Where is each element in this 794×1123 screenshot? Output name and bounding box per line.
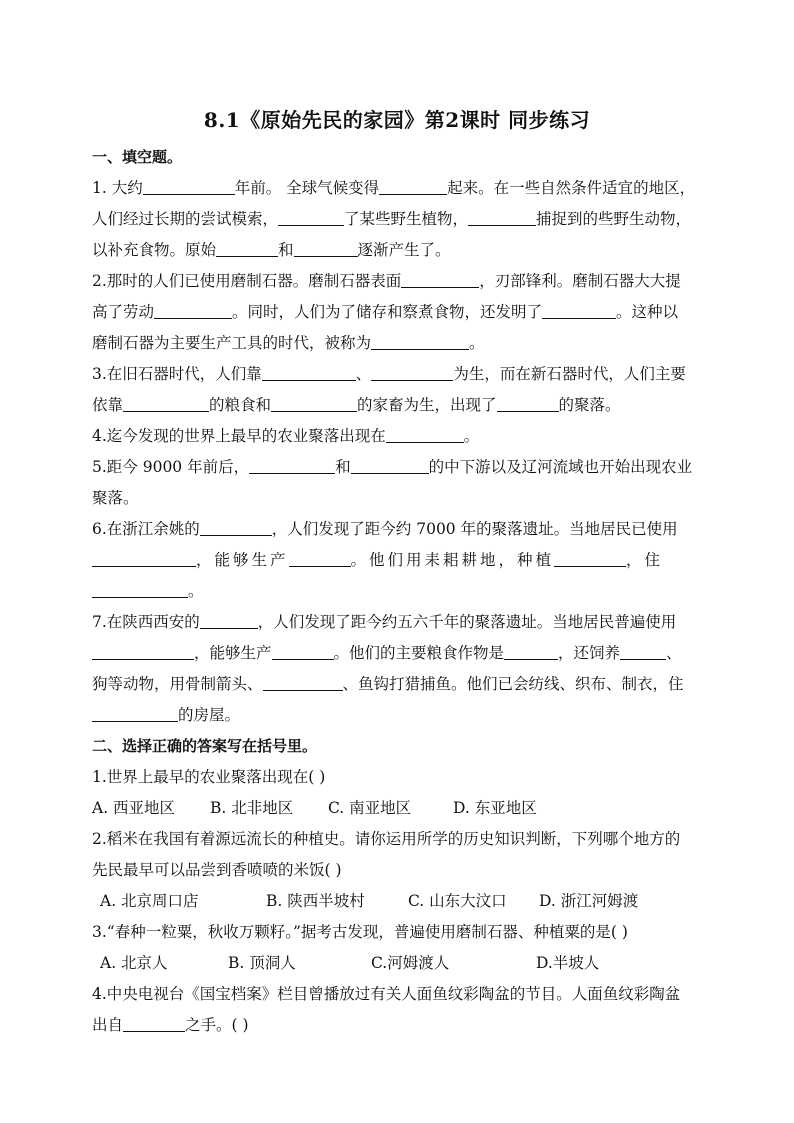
fill-question-7-line-4 — [92, 700, 704, 731]
text: 逐渐产生了。 — [357, 241, 451, 259]
text: 聚落。 — [92, 489, 139, 507]
answer-blank[interactable] — [497, 394, 559, 412]
option-c[interactable]: C. 山东大汶口 — [408, 892, 507, 910]
page-title: 8.1《原始先民的家园》第2课时 同步练习 — [203, 108, 591, 132]
fill-question-2-line-2 — [92, 297, 704, 328]
answer-blank[interactable] — [92, 704, 178, 722]
answer-blank[interactable] — [351, 456, 429, 474]
text: 之手。( ) — [185, 1016, 249, 1034]
text: 、 — [355, 365, 372, 383]
answer-blank[interactable] — [542, 301, 616, 319]
option-b[interactable]: B. 陕西半坡村 — [266, 892, 365, 910]
text: 、鱼钩打猎捕鱼。他们已会纺线、织布、制衣，住 — [342, 675, 684, 693]
worksheet-content — [92, 142, 704, 1041]
text: 狗等动物，用骨制箭头、 — [92, 675, 263, 693]
text: 的家畜为生，出现了 — [357, 396, 497, 414]
text: 高了劳动 — [92, 303, 155, 321]
answer-blank[interactable] — [92, 642, 194, 660]
answer-blank[interactable] — [468, 208, 536, 226]
text: ，人们发现了距今约 7000 年的聚落遗址。当地居民已使用 — [271, 520, 678, 538]
fill-question-5-line-2 — [92, 483, 704, 514]
fill-question-1-line-3 — [92, 235, 704, 266]
answer-blank[interactable] — [272, 642, 334, 660]
answer-blank[interactable] — [249, 456, 335, 474]
text: 、 — [666, 644, 682, 662]
option-a[interactable]: A. 北京人 — [100, 954, 168, 972]
option-b[interactable]: B. 北非地区 — [210, 799, 294, 817]
option-a[interactable]: A. 北京周口店 — [100, 892, 199, 910]
fill-question-1-line-2 — [92, 204, 704, 235]
text: 。他们的主要粮食作物是 — [333, 644, 505, 662]
text: 。同时，人们为了储存和察煮食物，还发明了 — [232, 303, 543, 321]
section-choice-heading: 二、选择正确的答案写在括号里。 — [92, 737, 318, 755]
text: 年前。 全球气候变得 — [234, 179, 380, 197]
fill-question-6-line-2 — [92, 545, 704, 576]
fill-question-4 — [92, 421, 704, 452]
option-a[interactable]: A. 西亚地区 — [92, 799, 176, 817]
text: 7.在陕西西安的 — [92, 613, 200, 631]
fill-question-3 — [92, 359, 704, 390]
answer-blank[interactable] — [554, 549, 626, 567]
choice-question-1-options — [92, 793, 704, 824]
text: 。 — [188, 582, 204, 600]
option-d[interactable]: D. 浙江河姆渡 — [539, 892, 639, 910]
choice-question-4-line-2 — [92, 1010, 704, 1041]
choice-question-2-options — [92, 886, 704, 917]
fill-question-6-line-3 — [92, 576, 704, 607]
answer-blank[interactable] — [379, 177, 447, 195]
choice-question-3-options — [92, 948, 704, 979]
text: 。这种以 — [616, 303, 679, 321]
answer-blank[interactable] — [200, 611, 258, 629]
answer-blank[interactable] — [262, 363, 356, 381]
text: 起来。在一些自然条件适宜的地区， — [447, 179, 696, 197]
text: 1. 大约 — [92, 179, 143, 197]
choice-question-2: 2.稻米在我国有着源远流长的种植史。请你运用所学的历史知识判断，下列哪个地方的 — [92, 830, 681, 848]
text: 。他们用耒耜耕地，种植 — [350, 551, 555, 569]
answer-blank[interactable] — [371, 332, 469, 350]
text: ，刃部锋利。磨制石器大大提 — [479, 272, 681, 290]
option-d[interactable]: D. 东亚地区 — [453, 799, 537, 817]
choice-question-3: 3.“春种一粒粟，秋收万颗籽。”据考古发现，普遍使用磨制石器、种植粟的是( ) — [92, 923, 628, 941]
text: 和 — [335, 458, 351, 476]
text: 4.迄今发现的世界上最早的农业聚落出现在 — [92, 427, 386, 445]
text: 捕捉到的些野生动物， — [536, 210, 692, 228]
text: 为生，而在新石器时代，人们主要 — [453, 365, 686, 383]
fill-question-7-line-2 — [92, 638, 704, 669]
answer-blank[interactable] — [289, 549, 351, 567]
answer-blank[interactable] — [401, 270, 479, 288]
text: 的聚落。 — [558, 396, 621, 414]
option-d[interactable]: D.半坡人 — [536, 954, 600, 972]
answer-blank[interactable] — [294, 239, 358, 257]
text: 人们经过长期的尝试模索， — [92, 210, 279, 228]
text: 2.那时的人们已使用磨制石器。磨制石器表面 — [92, 272, 402, 290]
fill-question-1 — [92, 173, 704, 204]
text: 依靠 — [92, 396, 124, 414]
text: 6.在浙江余姚的 — [92, 520, 200, 538]
choice-question-2-line-2: 先民最早可以品尝到香喷喷的米饭( ) — [92, 861, 342, 879]
fill-question-2-line-3 — [92, 328, 704, 359]
fill-question-5 — [92, 452, 704, 483]
text: 的中下游以及辽河流域也开始出现农业 — [428, 458, 693, 476]
text: 了某些野生植物， — [344, 210, 469, 228]
answer-blank[interactable] — [123, 394, 209, 412]
fill-question-3-line-2 — [92, 390, 704, 421]
answer-blank[interactable] — [371, 363, 453, 381]
text: 。 — [469, 334, 485, 352]
answer-blank[interactable] — [278, 208, 344, 226]
answer-blank[interactable] — [123, 1014, 185, 1032]
text: ，人们发现了距今约五六千年的聚落遗址。当地居民普遍使用 — [257, 613, 677, 631]
option-c[interactable]: C.河姆渡人 — [371, 954, 450, 972]
text: 以补充食物。原始 — [92, 241, 217, 259]
answer-blank[interactable] — [263, 673, 343, 691]
option-c[interactable]: C. 南亚地区 — [328, 799, 412, 817]
fill-question-7 — [92, 607, 704, 638]
text: 3.在旧石器时代，人们靠 — [92, 365, 262, 383]
answer-blank[interactable] — [216, 239, 278, 257]
text: 出自 — [92, 1016, 124, 1034]
fill-question-7-line-3 — [92, 669, 704, 700]
answer-blank[interactable] — [92, 580, 188, 598]
text: ，能够生产 — [194, 644, 272, 662]
text: 5.距今 9000 年前后， — [92, 458, 250, 476]
option-b[interactable]: B. 顶洞人 — [228, 954, 296, 972]
answer-blank[interactable] — [92, 549, 196, 567]
answer-blank[interactable] — [154, 301, 232, 319]
fill-question-2 — [92, 266, 704, 297]
text: 和 — [278, 241, 294, 259]
text: 的粮食和 — [209, 396, 272, 414]
text: 的房屋。 — [178, 706, 241, 724]
answer-blank[interactable] — [271, 394, 357, 412]
text: ，住 — [626, 551, 664, 569]
answer-blank[interactable] — [386, 425, 464, 443]
section-fill-in-heading: 一、填空题。 — [92, 148, 183, 166]
text: ，能够生产 — [196, 551, 289, 569]
choice-question-4: 4.中央电视台《国宝档案》栏目曾播放过有关人面鱼纹彩陶盆的节目。人面鱼纹彩陶盆 — [92, 985, 681, 1003]
answer-blank[interactable] — [200, 518, 272, 536]
answer-blank[interactable] — [504, 642, 558, 660]
answer-blank[interactable] — [143, 177, 235, 195]
fill-question-6 — [92, 514, 704, 545]
text: ，还饲养 — [558, 644, 621, 662]
text: 。 — [463, 427, 480, 445]
answer-blank[interactable] — [620, 642, 666, 660]
text: 磨制石器为主要生产工具的时代，被称为 — [92, 334, 372, 352]
choice-question-1: 1.世界上最早的农业聚落出现在( ) — [92, 768, 326, 786]
